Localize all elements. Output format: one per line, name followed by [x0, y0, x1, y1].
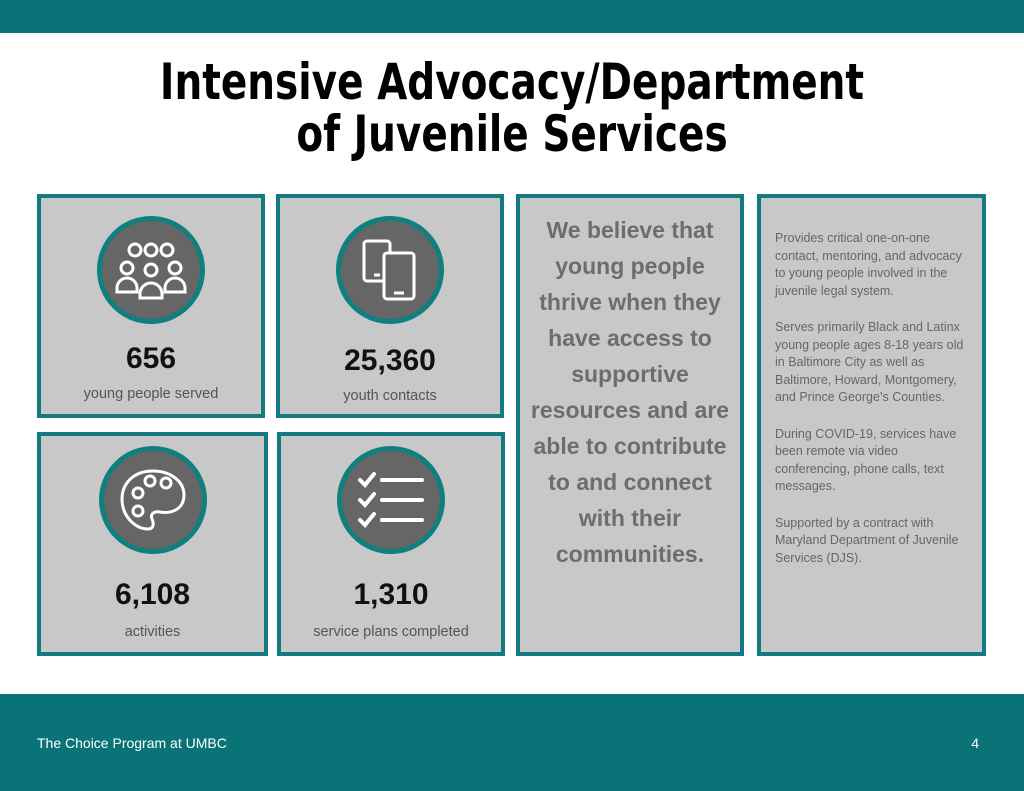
tablet-devices-icon — [336, 216, 444, 324]
top-band — [0, 0, 1024, 33]
description-card — [757, 194, 986, 656]
stat-label: youth contacts — [343, 388, 437, 404]
slide-title: Intensive Advocacy/Department of Juvenile Services — [159, 53, 865, 163]
belief-card — [516, 194, 744, 656]
stat-card-young-people — [37, 194, 265, 418]
description-paragraph: During COVID-19, services have been remote via video conferencing, phone calls, text messages. — [775, 426, 957, 493]
stat-value: 656 — [125, 342, 177, 375]
footer-text: The Choice Program at UMBC — [37, 735, 227, 751]
page-number: 4 — [971, 735, 979, 751]
description-paragraph: Serves primarily Black and Latinx young people ages 8-18 years old in Baltimore City as well as Baltimore, Howard, Montgomery, and Prince George’s Counties. — [775, 320, 964, 404]
stat-card-service-plans — [277, 432, 505, 656]
stat-label: service plans completed — [313, 624, 469, 640]
stat-card-activities — [37, 432, 268, 656]
description-paragraph: Provides critical one-on-one contact, mentoring, and advocacy to young people involved in the juvenile legal system. — [775, 231, 962, 298]
description-text — [775, 230, 972, 586]
footer-band — [0, 694, 1024, 791]
checklist-icon — [337, 446, 445, 554]
paint-palette-icon — [99, 446, 207, 554]
belief-statement: We believe that young people thrive when they have access to supportive resources and are able to contribute to and connect with their communities. — [530, 217, 730, 567]
stat-card-youth-contacts — [276, 194, 504, 418]
stat-label: activities — [124, 624, 181, 640]
stat-value: 6,108 — [114, 578, 191, 611]
stat-value: 25,360 — [344, 344, 436, 377]
stat-label: young people served — [83, 386, 219, 402]
people-group-icon — [97, 216, 205, 324]
stat-value: 1,310 — [353, 578, 429, 611]
description-paragraph: Supported by a contract with Maryland Department of Juvenile Services (DJS). — [775, 515, 959, 565]
